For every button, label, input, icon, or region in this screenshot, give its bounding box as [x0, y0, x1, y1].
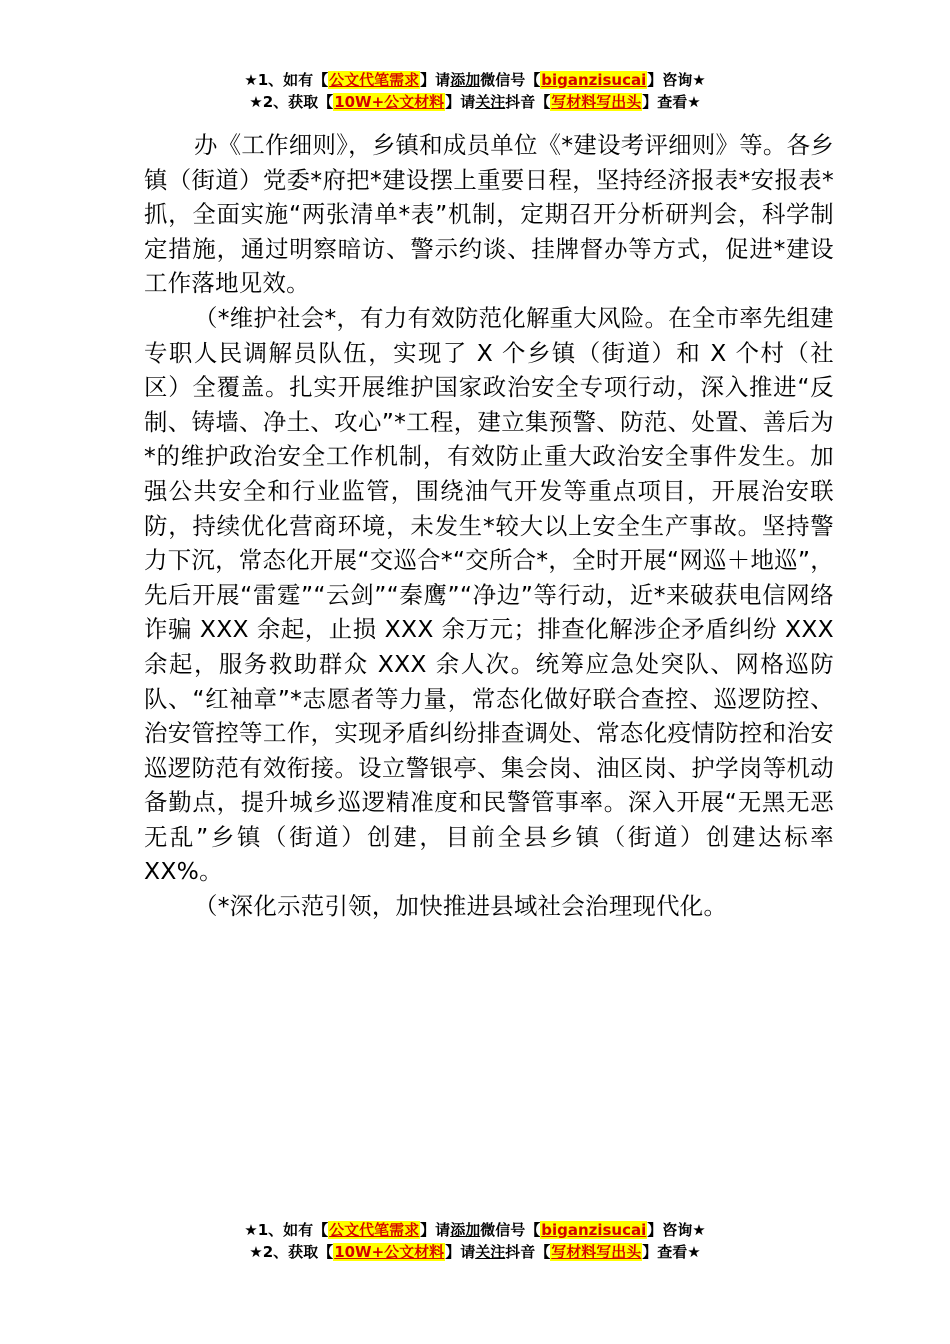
- underlined-text: 添加: [450, 71, 481, 89]
- notice-text: 微信号【: [480, 71, 541, 89]
- header-notice: [0, 69, 950, 113]
- notice-text: 】请: [445, 93, 476, 111]
- notice-text: 微信号【: [480, 1221, 541, 1239]
- underlined-text: 关注: [475, 1243, 506, 1261]
- notice-text: 抖音【: [505, 1243, 551, 1261]
- notice-line-2: [0, 91, 950, 113]
- notice-text: 】查看★: [642, 1243, 701, 1261]
- highlight-text: biganzisucai: [541, 71, 647, 89]
- paragraph: （*维护社会*，有力有效防范化解重大风险。在全市率先组建专职人民调解员队伍，实现了 X 个乡镇（街道）和 X 个村（社区）全覆盖。扎实开展维护国家政治安全专项行动，深入推进“反制、铸墙、净土、攻心”*工程，建立集预警、防范、处置、善后为*的维护政治安全工作机制，有效防止重大政治安全事件发生。加强公共安全和行业监管，围绕油气开发等重点项目，开展治安联防，持续优化营商环境，未发生*较大以上安全生产事故。坚持警力下沉，常态化开展“交巡合*“交所合*，全时开展“网巡＋地巡”，先后开展“雷霆”“云剑”“秦鹰”“净边”等行动，近*来破获电信网络诈骗 XXX 余起，止损 XXX 余万元；排查化解涉企矛盾纠纷 XXX 余起，服务救助群众 XXX 余人次。统筹应急处突队、网格巡防队、“红袖章”*志愿者等力量，常态化做好联合查控、巡逻防控、治安管控等工作，实现矛盾纠纷排查调处、常态化疫情防控和治安巡逻防范有效衔接。设立警银亭、集会岗、油区岗、护学岗等机动备勤点，提升城乡巡逻精准度和民警管事率。深入开展“无黑无恶无乱”乡镇（街道）创建，目前全县乡镇（街道）创建达标率 XX%。: [144, 303, 834, 886]
- underlined-text: 关注: [475, 93, 506, 111]
- notice-text: 】查看★: [642, 93, 701, 111]
- document-body: [144, 128, 834, 924]
- notice-text: 】咨询★: [647, 1221, 706, 1239]
- notice-line-2: [0, 1241, 950, 1263]
- notice-text: 】请: [445, 1243, 476, 1261]
- notice-line-1: [0, 1219, 950, 1241]
- paragraph: 办《工作细则》，乡镇和成员单位《*建设考评细则》等。各乡镇（街道）党委*府把*建设摆上重要日程，坚持经济报表*安报表*抓，全面实施“两张清单*表”机制，定期召开分析研判会，科学制定措施，通过明察暗访、警示约谈、挂牌督办等方式，促进*建设工作落地见效。: [144, 131, 834, 298]
- highlight-text: 公文代笔需求: [329, 1221, 420, 1239]
- highlight-text: biganzisucai: [541, 1221, 647, 1239]
- highlight-text: 10W+公文材料: [334, 93, 445, 111]
- highlight-text: 写材料写出头: [551, 1243, 642, 1261]
- notice-text: ★2、获取【: [249, 93, 334, 111]
- highlight-text: 10W+公文材料: [334, 1243, 445, 1261]
- notice-text: 】咨询★: [647, 71, 706, 89]
- paragraph: （*深化示范引领，加快推进县域社会治理现代化。: [194, 892, 728, 921]
- notice-text: ★2、获取【: [249, 1243, 334, 1261]
- underlined-text: 添加: [450, 1221, 481, 1239]
- notice-text: ★1、如有【: [244, 71, 329, 89]
- notice-text: 】请: [420, 71, 451, 89]
- notice-line-1: [0, 69, 950, 91]
- highlight-text: 公文代笔需求: [329, 71, 420, 89]
- notice-text: ★1、如有【: [244, 1221, 329, 1239]
- notice-text: 】请: [420, 1221, 451, 1239]
- notice-text: 抖音【: [505, 93, 551, 111]
- footer-notice: [0, 1219, 950, 1263]
- highlight-text: 写材料写出头: [551, 93, 642, 111]
